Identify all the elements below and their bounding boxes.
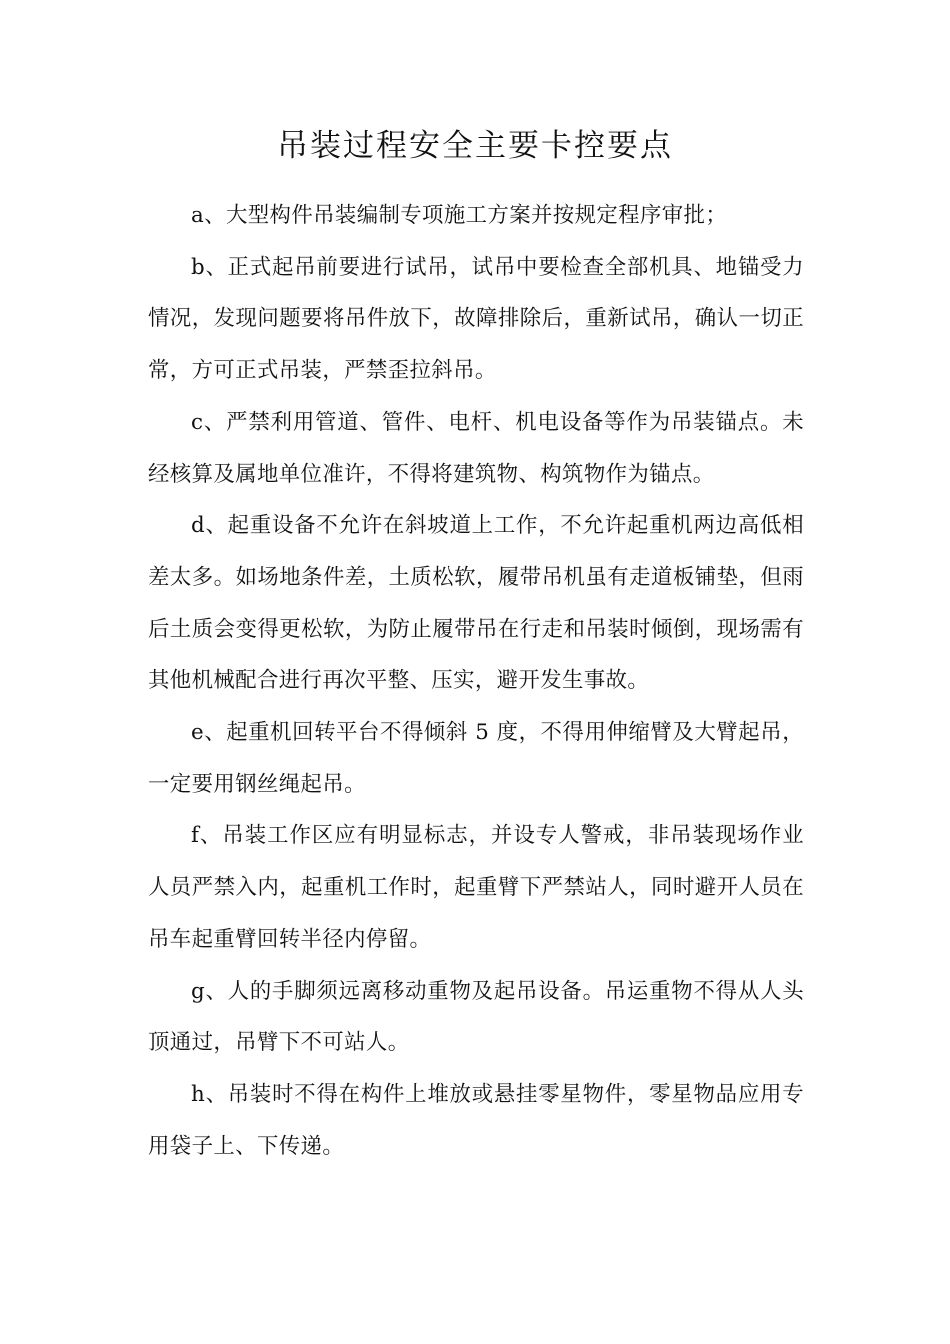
paragraph-h: h、吊装时不得在构件上堆放或悬挂零星物件，零星物品应用专用袋子上、下传递。 (148, 1081, 804, 1159)
paragraph-a: a、大型构件吊装编制专项施工方案并按规定程序审批； (191, 203, 728, 228)
paragraph-c: c、严禁利用管道、管件、电杆、机电设备等作为吊装锚点。未经核算及属地单位准许，不得将建筑物、构筑物作为锚点。 (148, 409, 804, 487)
paragraph-f: f、吊装工作区应有明显标志，并设专人警戒，非吊装现场作业人员严禁入内，起重机工作时，起重臂下严禁站人，同时避开人员在吊车起重臂回转半径内停留。 (148, 823, 804, 952)
paragraph-e: e、起重机回转平台不得倾斜 5 度，不得用伸缩臂及大臂起吊，一定要用钢丝绳起吊。 (148, 720, 804, 797)
paragraph-d: d、起重设备不允许在斜坡道上工作，不允许起重机两边高低相差太多。如场地条件差，土质松软，履带吊机虽有走道板铺垫，但雨后土质会变得更松软，为防止履带吊在行走和吊装时倾倒，现场需有其他机械配合进行再次平整、压实，避开发生事故。 (148, 513, 804, 694)
document-body (148, 190, 804, 1172)
document-title: 吊装过程安全主要卡控要点 (277, 128, 673, 164)
paragraph-b: b、正式起吊前要进行试吊，试吊中要检查全部机具、地锚受力情况，发现问题要将吊件放下，故障排除后，重新试吊，确认一切正常，方可正式吊装，严禁歪拉斜吊。 (148, 254, 804, 384)
paragraph-g: g、人的手脚须远离移动重物及起吊设备。吊运重物不得从人头顶通过，吊臂下不可站人。 (148, 978, 804, 1056)
